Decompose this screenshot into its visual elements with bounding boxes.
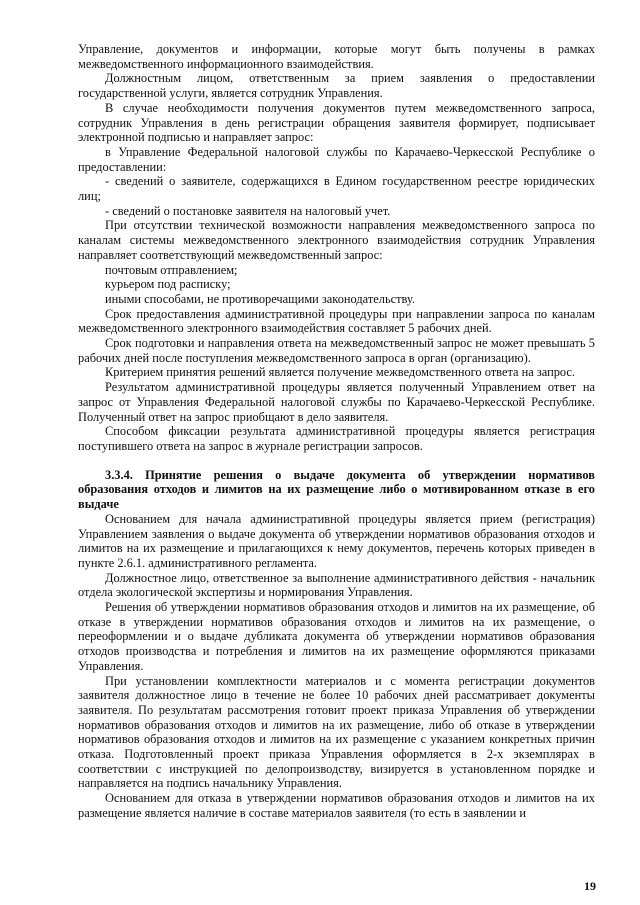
paragraph: При установлении комплектности материалов и с момента регистрации документов заявителя должностное лицо в течение не более 10 рабочих дней рассматривает документы заявителя. По результатам рассмотрения готовит проект приказа Управления об утверждении нормативов образования отходов и лимитов на их размещение, либо об отказе в утверждении нормативов образования отходов и лимитов на их размещение с указанием конкретных причин отказа. Подготовленный проект приказа Управления оформляется в 2-х экземплярах в соответствии с инструкцией по делопроизводству, визируется в установленном порядке и направляется на подпись начальнику Управления. [78, 673, 595, 791]
paragraph: При отсутствии технической возможности направления межведомственного запроса по каналам системы межведомственного электронного взаимодействия сотрудник Управления направляет соответствующий межведомственный запрос: [78, 218, 595, 262]
paragraph: Критерием принятия решений является получение межведомственного ответа на запрос. [105, 365, 575, 380]
section-heading: 3.3.4. Принятие решения о выдаче документа об утверждении нормативов образования отходов и лимитов на их размещение либо о мотивированном отказе в его выдаче [78, 467, 595, 512]
paragraph: Основанием для отказа в утверждении нормативов образования отходов и лимитов на их размещение является наличие в составе материалов заявителя (то есть в заявлении и [78, 791, 595, 820]
list-item: - сведений о постановке заявителя на налоговый учет. [105, 203, 391, 218]
paragraph: В случае необходимости получения документов путем межведомственного запроса, сотрудник Управления в день регистрации обращения заявителя формирует, подписывает электронной подписью и направляет запрос: [78, 100, 595, 145]
paragraph: Результатом административной процедуры является полученный Управлением ответ на запрос от Управления Федеральной налоговой службы по Карачаево-Черкесской Республике. Полученный ответ на запрос приобщают в дело заявителя. [78, 380, 595, 424]
list-item: почтовым отправлением; [105, 262, 238, 277]
paragraph: Должностное лицо, ответственное за выполнение административного действия - начальник отдела экологической экспертизы и нормирования Управления. [78, 570, 595, 600]
paragraph: Основанием для начала административной процедуры является прием (регистрация) Управлением заявления о выдаче документа об утверждении нормативов образования отходов и лимитов на их размещение и прилагающихся к нему документов, перечень которых приведен в пункте 2.6.1. административного регламента. [78, 511, 595, 570]
paragraph: Срок подготовки и направления ответа на межведомственный запрос не может превышать 5 рабочих дней после поступления межведомственного запроса в орган (организацию). [78, 336, 595, 365]
list-item: - сведений о заявителе, содержащихся в Едином государственном реестре юридических лиц; [78, 174, 595, 204]
paragraph: Управление, документов и информации, которые могут быть получены в рамках межведомственного информационного взаимодействия. [78, 42, 595, 71]
paragraph: Решения об утверждении нормативов образования отходов и лимитов на их размещение, об отказе в утверждении нормативов образования отходов и лимитов на их размещение, о переоформлении и о выдаче дубликата документа об утверждении нормативов образования отходов производства и потребления и лимитов на их размещение оформляются приказами Управления. [78, 600, 595, 673]
paragraph: Должностным лицом, ответственным за прием заявления о предоставлении государственной услуги, является сотрудник Управления. [78, 71, 595, 101]
paragraph: в Управление Федеральной налоговой службы по Карачаево-Черкесской Республике о предоставлении: [78, 144, 595, 174]
page-number: 19 [584, 879, 596, 893]
paragraph: Срок предоставления административной процедуры при направлении запроса по каналам межведомственного электронного взаимодействия составляет 5 рабочих дней. [78, 306, 595, 336]
document-page [78, 42, 595, 821]
paragraph: Способом фиксации результата административной процедуры является регистрация поступившего ответа на запрос в журнале регистрации запросов. [78, 424, 595, 453]
list-item: курьером под расписку; [105, 277, 231, 292]
list-item: иными способами, не противоречащими законодательству. [105, 291, 415, 306]
